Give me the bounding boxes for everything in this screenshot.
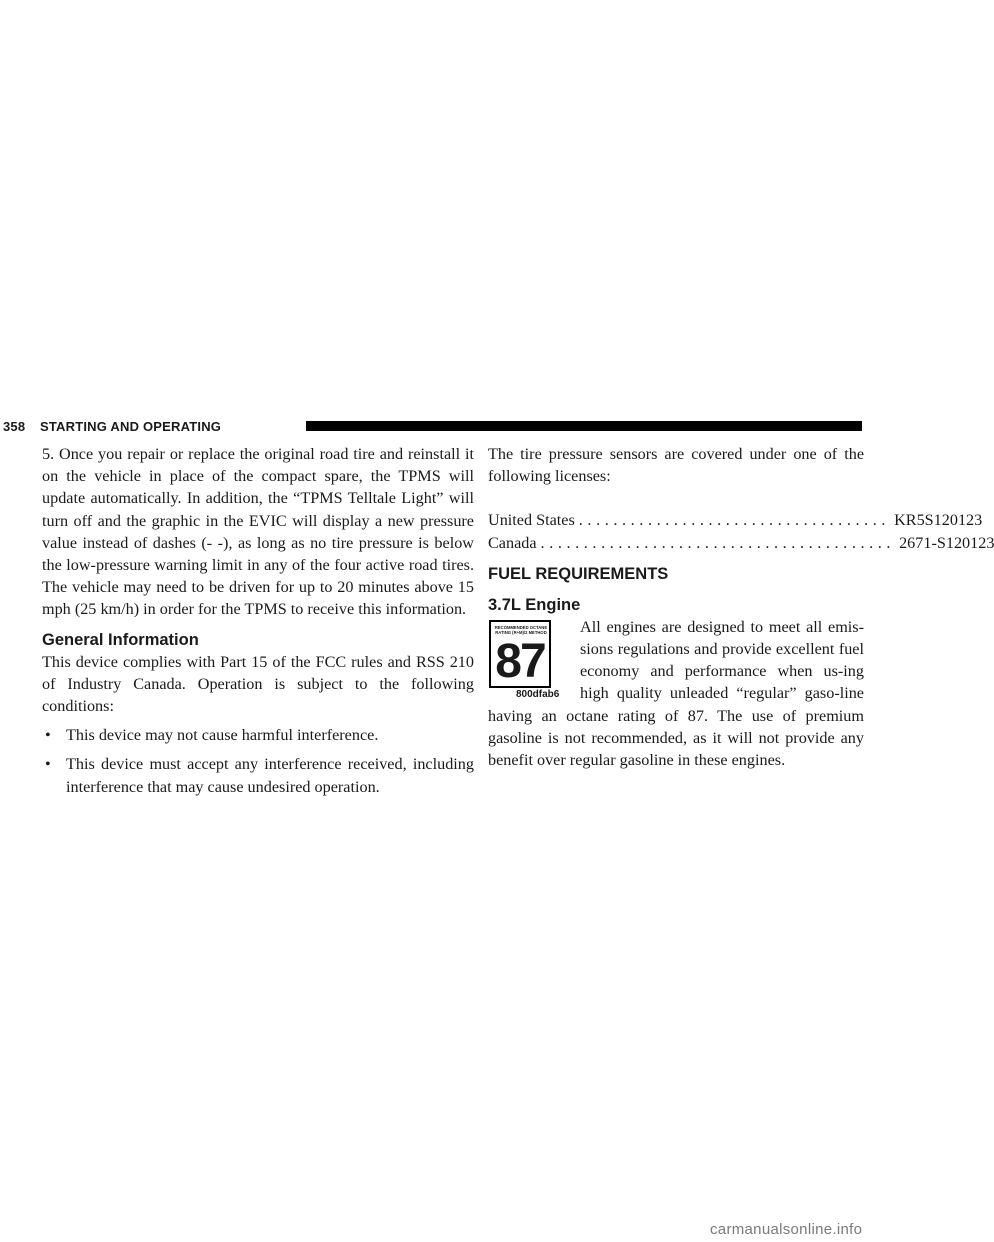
- engine-heading: 3.7L Engine: [488, 595, 581, 614]
- bullet-text: This device must accept any interference received, including interference that may cause undesired operation.: [66, 755, 474, 796]
- licenses-intro-paragraph: The tire pressure sensors are covered under one of the following licenses:: [488, 445, 864, 486]
- fuel-requirements-paragraph: All engines are designed to meet all emis-sions regulations and provide excellent fuel economy and performance when us-ing high quality unleaded “regular” gaso-line having an octane rating of 87. The use of premium gasoline is not recommended, as it will not provide any benefit over regular gasoline in these engines.: [488, 617, 864, 770]
- page-number: 358: [3, 419, 26, 434]
- bullet-text: This device may not cause harmful interference.: [66, 726, 379, 745]
- bullet-icon: •: [45, 726, 51, 745]
- fcc-compliance-paragraph: This device complies with Part 15 of the FCC rules and RSS 210 of Industry Canada. Operation is subject to the following conditions:: [42, 652, 474, 716]
- license-row-us: [488, 509, 983, 531]
- license-code: 2671-S120123: [899, 533, 994, 552]
- step-5-paragraph: 5. Once you repair or replace the original road tire and reinstall it on the vehicle in place of the compact spare, the TPMS will update automatically. In addition, the “TPMS Telltale Light” will turn off and the graphic in the EVIC will display a new pressure value instead of dashes (- -), as long as no tire pressure is below the low-pressure warning limit in any of the four active road tires. The vehicle may need to be driven for up to 20 minutes above 15 mph (25 km/h) in order for the TPMS to receive this information.: [42, 445, 474, 619]
- figure-id: 800dfab6: [516, 688, 560, 700]
- fuel-requirements-heading: FUEL REQUIREMENTS: [488, 564, 669, 583]
- section-title: STARTING AND OPERATING: [40, 419, 222, 434]
- page-header: [0, 417, 862, 439]
- license-code: KR5S120123: [894, 511, 983, 530]
- list-item: [42, 724, 474, 746]
- list-item: [42, 753, 474, 797]
- general-information-heading: General Information: [42, 630, 199, 649]
- dot-leader: ....................................: [578, 511, 891, 530]
- license-row-canada: [488, 532, 994, 554]
- octane-label-frame: [489, 620, 551, 688]
- license-country: Canada: [488, 533, 537, 552]
- header-rule: [306, 421, 862, 431]
- license-country: United States: [488, 511, 575, 530]
- right-column: [488, 443, 994, 771]
- octane-label-caption: RECOMMENDED OCTANE RATING (R+M)/2 METHOD: [494, 624, 548, 635]
- watermark: carmanualsonline.info: [710, 1221, 863, 1238]
- left-column: [42, 443, 474, 798]
- dot-leader: .........................................: [540, 533, 896, 552]
- bullet-icon: •: [45, 755, 51, 774]
- octane-number: 87: [495, 634, 545, 688]
- octane-rating-label: [488, 620, 570, 702]
